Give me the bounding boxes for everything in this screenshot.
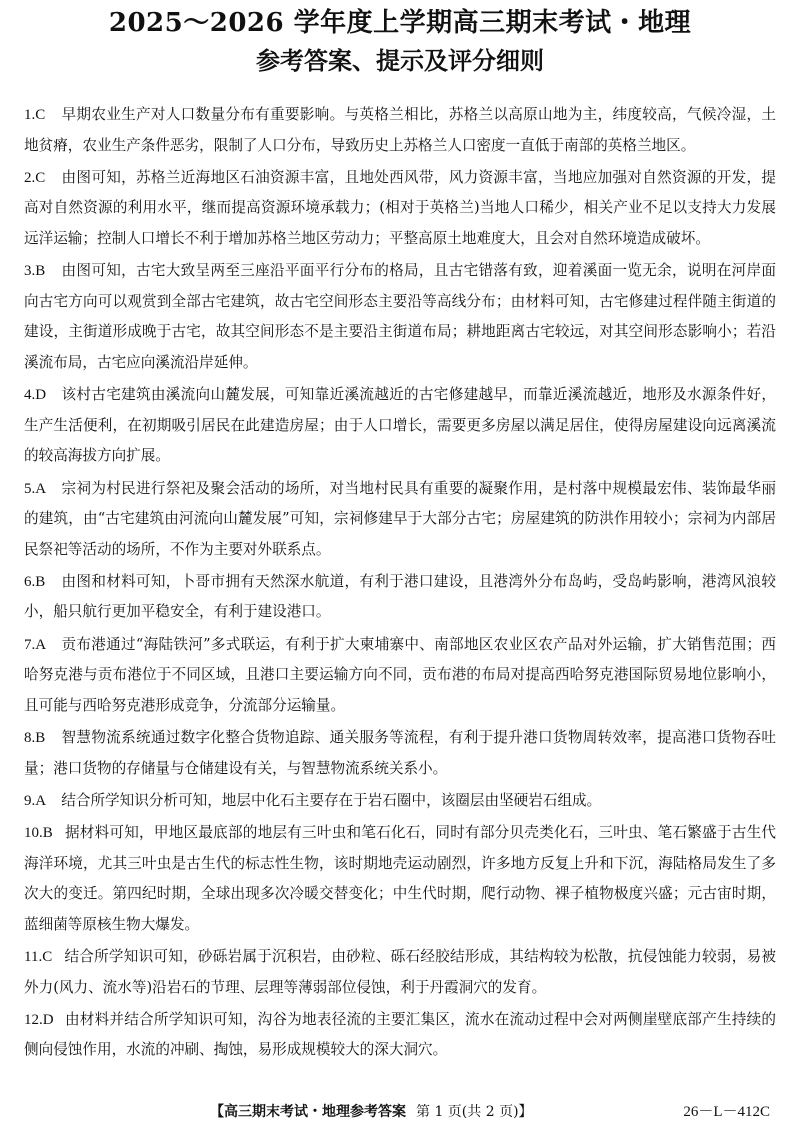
answer-explanation: 由图可知，苏格兰近海地区石油资源丰富，且地处西风带，风力资源丰富，当地应加强对自然资源的开发，提高对自然资源的利用水平，继而提高资源环境承载力；(相对于英格兰)当地人口稀少，相关产业不足以支持大力发展远洋运输；控制人口增长不利于增加苏格兰地区劳动力；平整高原土地难度大，且会对自然环境造成破坏。: [24, 168, 776, 247]
footer-title: [210, 1100, 533, 1124]
answer-choice: B: [35, 263, 46, 280]
answer-list: [24, 100, 776, 1066]
answer-item: [24, 567, 776, 628]
answer-item: [24, 786, 776, 817]
answer-choice: C: [35, 107, 46, 123]
answer-item: [24, 256, 776, 378]
answer-item: [24, 163, 776, 255]
answer-item: [24, 942, 776, 1003]
answer-explanation: 早期农业生产对人口数量分布有重要影响。与英格兰相比，苏格兰以高原山地为主，纬度较高，气候冷湿，土地贫瘠，农业生产条件恶劣，限制了人口分布，导致历史上苏格兰人口密度一直低于南部的英格兰地区。: [24, 106, 776, 154]
answer-choice: D: [35, 387, 47, 404]
answer-explanation: 贡布港通过“海陆铁河”多式联运，有利于扩大柬埔寨中、南部地区农业区农产品对外运输，扩大销售范围；西哈努克港与贡布港位于不同区域，且港口主要运输方向不同，贡布港的布局对提高西哈努克港国际贸易地位影响小，且可能与西哈努克港形成竞争，分流部分运输量。: [24, 635, 776, 714]
answer-choice: A: [35, 636, 47, 653]
question-number: 5.: [24, 480, 36, 497]
answer-explanation: 结合所学知识分析可知，地层中化石主要存在于岩石圈中，该圈层由坚硬岩石组成。: [61, 791, 602, 809]
footer-page-number: 第 1 页(共 2 页)】: [416, 1104, 533, 1120]
question-number: 7.: [24, 636, 36, 653]
page-subtitle: 参考答案、提示及评分细则: [256, 46, 544, 75]
answer-choice: D: [42, 1011, 54, 1028]
question-number: 6.: [24, 573, 36, 590]
answer-item: [24, 100, 776, 161]
answer-item: [24, 723, 776, 784]
answer-item: [24, 1005, 776, 1066]
answer-explanation: 由材料并结合所学知识可知，沟谷为地表径流的主要汇集区，流水在流动过程中会对两侧崖壁底部产生持续的侧向侵蚀作用，水流的冲刷、掏蚀，易形成规模较大的深大洞穴。: [24, 1010, 776, 1059]
answer-explanation: 该村古宅建筑由溪流向山麓发展，可知靠近溪流越近的古宅修建越早，而靠近溪流越近，地形及水源条件好，生产生活便利，在初期吸引居民在此建造房屋；由于人口增长，需要更多房屋以满足居住，使得房屋建设向远离溪流的较高海拔方向扩展。: [24, 386, 776, 465]
answer-explanation: 由图可知，古宅大致呈两至三座沿平面平行分布的格局，且古宅错落有致，迎着溪面一览无余，说明在河岸面向古宅方向可以观赏到全部古宅建筑，故古宅空间形态主要沿等高线分布；由材料可知，古宅修建过程伴随主街道的建设，主街道形成晚于古宅，故其空间形态不是主要沿主街道布局；耕地距离古宅较远，对其空间形态影响小；若沿溪流布局，古宅应向溪流沿岸延伸。: [24, 262, 776, 371]
answer-choice: B: [42, 825, 53, 841]
question-number: 8.: [24, 730, 36, 747]
question-number: 9.: [24, 792, 36, 809]
answer-explanation: 宗祠为村民进行祭祀及聚会活动的场所，对当地村民具有重要的凝聚作用，是村落中规模最宏伟、装饰最华丽的建筑，由“古宅建筑由河流向山麓发展”可知，宗祠修建早于大部分古宅；房屋建筑的防洪作用较小；宗祠为内部居民祭祀等活动的场所，不作为主要对外联系点。: [24, 479, 776, 558]
answer-choice: C: [35, 169, 46, 186]
question-number: 2.: [24, 169, 36, 186]
question-number: 10.: [24, 825, 43, 841]
answer-explanation: 结合所学知识可知，砂砾岩属于沉积岩，由砂粒、砾石经胶结形成，其结构较为松散，抗侵蚀能力较弱，易被外力(风力、流水等)沿岩石的节理、层理等薄弱部位侵蚀，利于丹霞洞穴的发育。: [24, 947, 776, 996]
answer-item: [24, 474, 776, 566]
answer-item: [24, 818, 776, 940]
answer-choice: A: [35, 480, 47, 497]
page-footer: [0, 1100, 800, 1124]
answer-choice: C: [42, 948, 53, 965]
answer-explanation: 智慧物流系统通过数字化整合货物追踪、通关服务等流程，有利于提升港口货物周转效率，提高港口货物吞吐量；港口货物的存储量与仓储建设有关，与智慧物流系统关系小。: [24, 729, 776, 777]
answer-choice: B: [35, 730, 46, 747]
question-number: 1.: [24, 107, 36, 123]
answer-explanation: 由图和材料可知，卜哥市拥有天然深水航道，有利于港口建设，且港湾外分布岛屿，受岛屿影响，港湾风浪较小，船只航行更加平稳安全，有利于建设港口。: [24, 572, 776, 621]
answer-choice: A: [35, 792, 47, 809]
question-number: 4.: [24, 387, 36, 404]
answer-choice: B: [35, 573, 46, 590]
page-title: 2025～2026 学年度上学期高三期末考试・地理: [108, 8, 692, 38]
answer-item: [24, 630, 776, 722]
answer-explanation: 据材料可知，甲地区最底部的地层有三叶虫和笔石化石，同时有部分贝壳类化石，三叶虫、笔石繁盛于古生代海洋环境，尤其三叶虫是古生代的标志性生物，该时期地壳运动剧烈，许多地方反复上升和下沉，海陆格局发生了多次大的变迁。第四纪时期，全球出现多次冷暖交替变化；中生代时期，爬行动物、裸子植物极度兴盛；元古宙时期，蓝细菌等原核生物大爆发。: [24, 824, 776, 933]
footer-code: 26－L－412C: [683, 1104, 770, 1120]
answer-item: [24, 380, 776, 472]
footer-exam-name: 【高三期末考试・地理参考答案: [210, 1104, 406, 1120]
question-number: 11.: [24, 948, 43, 965]
question-number: 3.: [24, 263, 36, 280]
question-number: 12.: [24, 1011, 43, 1028]
